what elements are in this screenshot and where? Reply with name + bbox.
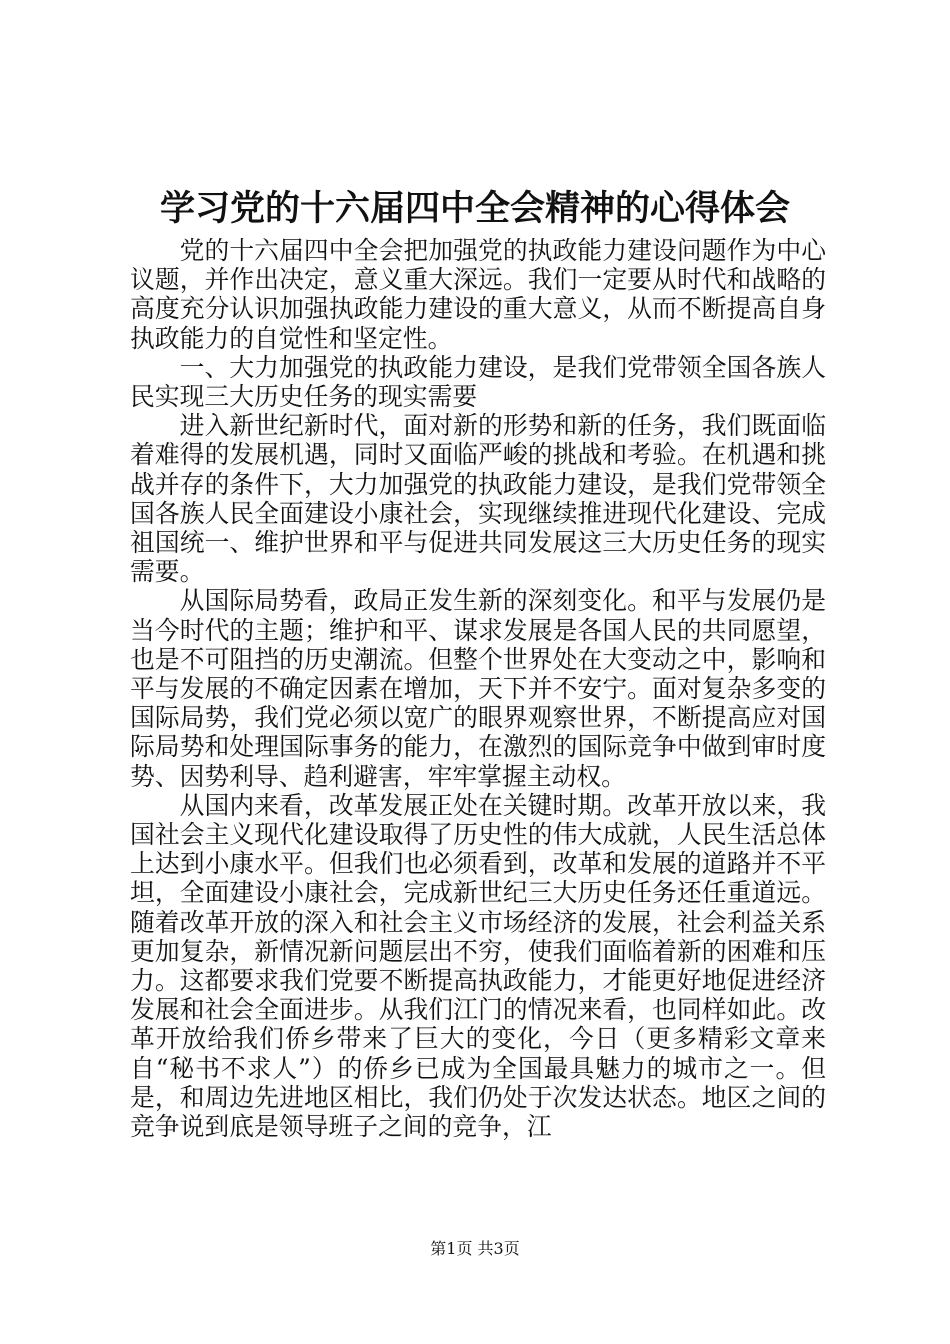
paragraph-international: 从国际局势看，政局正发生新的深刻变化。和平与发展仍是当今时代的主题；维护和平、谋求发展是各国人民的共同愿望，也是不可阻挡的历史潮流。但整个世界处在大变动之中，影响和平与发展的不确定因素在增加，天下并不安宁。面对复杂多变的国际局势，我们党必须以宽广的眼界观察世界，不断提高应对国际局势和处理国际事务的能力，在激烈的国际竞争中做到审时度势、因势利导、趋利避害，牢牢掌握主动权。	[130, 586, 826, 791]
document-body	[130, 236, 826, 1141]
paragraph-intro: 党的十六届四中全会把加强党的执政能力建设问题作为中心议题，并作出决定，意义重大深远。我们一定要从时代和战略的高度充分认识加强执政能力建设的重大意义，从而不断提高自身执政能力的自觉性和坚定性。	[130, 236, 826, 353]
paragraph-domestic: 从国内来看，改革发展正处在关键时期。改革开放以来，我国社会主义现代化建设取得了历史性的伟大成就，人民生活总体上达到小康水平。但我们也必须看到，改革和发展的道路并不平坦，全面建设小康社会，完成新世纪三大历史任务还任重道远。随着改革开放的深入和社会主义市场经济的发展，社会利益关系更加复杂，新情况新问题层出不穷，使我们面临着新的困难和压力。这都要求我们党要不断提高执政能力，才能更好地促进经济发展和社会全面进步。从我们江门的情况来看，也同样如此。改革开放给我们侨乡带来了巨大的变化，今日（更多精彩文章来自“秘书不求人”）的侨乡已成为全国最具魅力的城市之一。但是，和周边先进地区相比，我们仍处于次发达状态。地区之间的竞争说到底是领导班子之间的竞争，江	[130, 790, 826, 1142]
section-heading-1: 一、大力加强党的执政能力建设，是我们党带领全国各族人民实现三大历史任务的现实需要	[130, 352, 826, 412]
page-number-footer: 第1页 共3页	[430, 1239, 520, 1258]
document-title: 学习党的十六届四中全会精神的心得体会	[159, 188, 790, 229]
paragraph-new-era: 进入新世纪新时代，面对新的形势和新的任务，我们既面临着难得的发展机遇，同时又面临严峻的挑战和考验。在机遇和挑战并存的条件下，大力加强党的执政能力建设，是我们党带领全国各族人民全面建设小康社会，实现继续推进现代化建设、完成祖国统一、维护世界和平与促进共同发展这三大历史任务的现实需要。	[130, 411, 826, 587]
